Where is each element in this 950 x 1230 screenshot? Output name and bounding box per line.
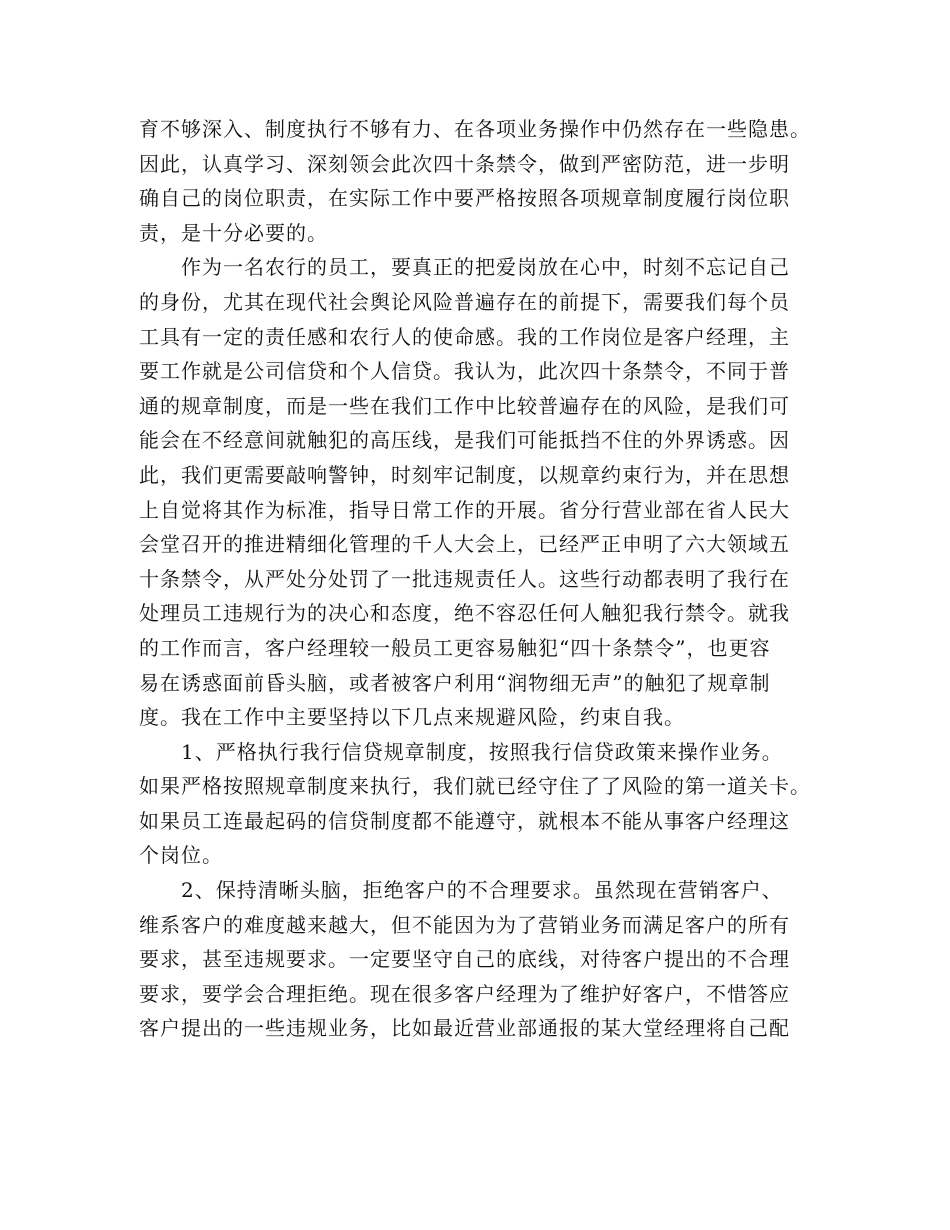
text-line: 的工作而言，客户经理较一般员工更容易触犯“四十条禁令”，也更容 [139, 635, 771, 660]
text-line: 个岗位。 [139, 843, 223, 868]
paragraph-start-line: 作为一名农行的员工，要真正的把爱岗放在心中，时刻不忘记自己 [181, 255, 790, 280]
document-body [139, 112, 811, 1046]
text-line: 因此，认真学习、深刻领会此次四十条禁令，做到严密防范，进一步明 [139, 151, 790, 176]
text-line: 如果严格按照规章制度来执行，我们就已经守住了了风险的第一道关卡。 [139, 774, 811, 799]
text-line: 处理员工违规行为的决心和态度，绝不容忍任何人触犯我行禁令。就我 [139, 601, 790, 626]
text-line: 客户提出的一些违规业务，比如最近营业部通报的某大堂经理将自己配 [139, 1016, 790, 1041]
text-line: 育不够深入、制度执行不够有力、在各项业务操作中仍然存在一些隐患。 [139, 117, 811, 141]
text-line: 度。我在工作中主要坚持以下几点来规避风险，约束自我。 [139, 705, 685, 730]
text-line: 要求，要学会合理拒绝。现在很多客户经理为了维护好客户，不惜答应 [139, 981, 790, 1006]
text-line: 责，是十分必要的。 [139, 220, 328, 245]
text-line: 会堂召开的推进精细化管理的千人大会上，已经严正申明了六大领域五 [139, 532, 790, 557]
text-line: 要求，甚至违规要求。一定要坚守自己的底线，对待客户提出的不合理 [139, 947, 790, 972]
numbered-item-1-line: 1、严格执行我行信贷规章制度，按照我行信贷政策来操作业务。 [181, 739, 783, 764]
text-line: 工具有一定的责任感和农行人的使命感。我的工作岗位是客户经理，主 [139, 324, 790, 349]
text-line: 通的规章制度，而是一些在我们工作中比较普遍存在的风险，是我们可 [139, 393, 790, 418]
text-line: 维系客户的难度越来越大，但不能因为为了营销业务而满足客户的所有 [139, 912, 790, 937]
text-line: 十条禁令，从严处分处罚了一批违规责任人。这些行动都表明了我行在 [139, 566, 790, 591]
text-line: 如果员工连最起码的信贷制度都不能遵守，就根本不能从事客户经理这 [139, 808, 790, 833]
text-line: 此，我们更需要敲响警钟，时刻牢记制度，以规章约束行为，并在思想 [139, 462, 790, 487]
text-line: 要工作就是公司信贷和个人信贷。我认为，此次四十条禁令，不同于普 [139, 359, 790, 384]
text-line: 的身份，尤其在现代社会舆论风险普遍存在的前提下，需要我们每个员 [139, 289, 790, 314]
text-line: 上自觉将其作为标准，指导日常工作的开展。省分行营业部在省人民大 [139, 497, 790, 522]
numbered-item-2-line: 2、保持清晰头脑，拒绝客户的不合理要求。虽然现在营销客户、 [181, 878, 783, 903]
text-line: 确自己的岗位职责，在实际工作中要严格按照各项规章制度履行岗位职 [139, 186, 790, 211]
text-line: 易在诱惑面前昏头脑，或者被客户利用“润物细无声”的触犯了规章制 [139, 670, 771, 695]
text-line: 能会在不经意间就触犯的高压线，是我们可能抵挡不住的外界诱惑。因 [139, 428, 790, 453]
